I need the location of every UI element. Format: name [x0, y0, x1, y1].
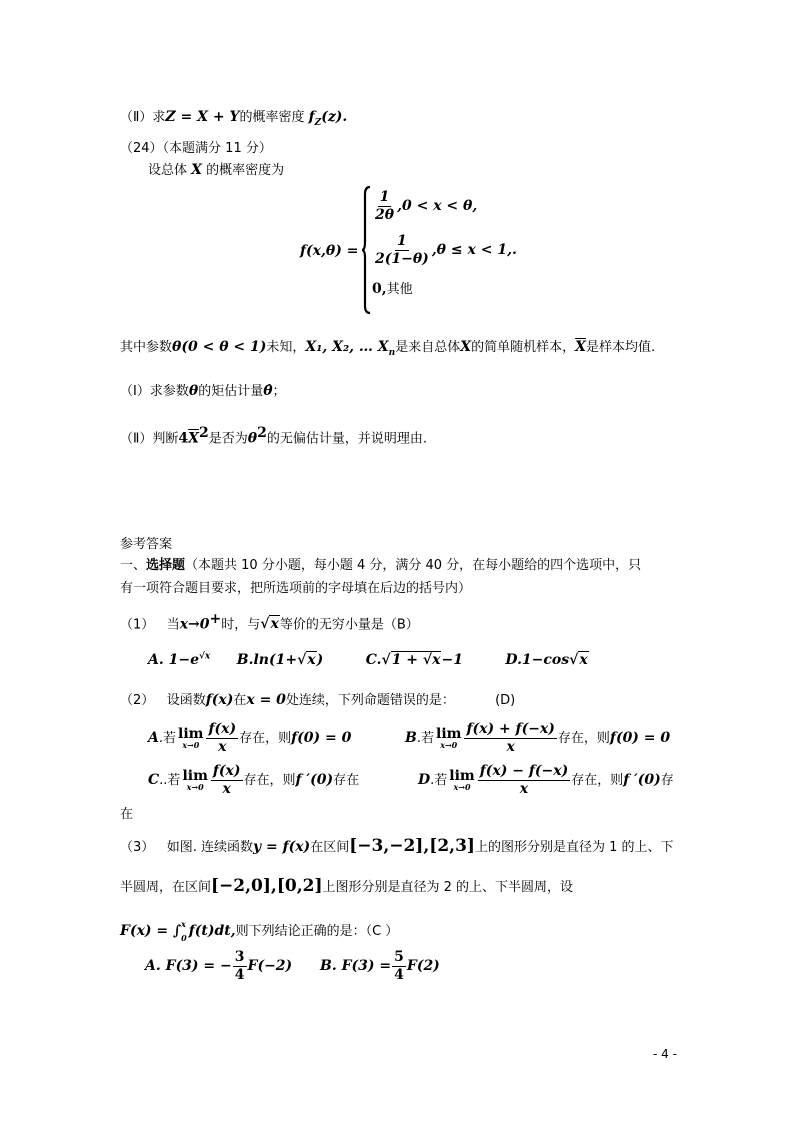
q24-header: （24）（本题满分 11 分）: [120, 141, 272, 156]
pdf-lhs: f(x,θ) =: [300, 243, 359, 259]
page-number: - 4 -: [653, 1047, 677, 1061]
answers-title: 参考答案: [120, 537, 173, 552]
pdf-case-3: 0,其他: [372, 281, 413, 297]
math-fz: $f_Z(z)$.: [308, 109, 348, 128]
q2-option-d: D . 若 lim x→0 $\frac{f(x) - f(-x)}{x}$ 存在，则 f ′(0) 存: [418, 763, 674, 797]
q24-param-line: 其中参数θ(0 < θ < 1)未知，X₁, X₂, … $X_n$是来自总体X的简单随机样本，$\overline{X}$是样本均值.: [120, 339, 656, 358]
q2-option-b: B . 若 lim x→0 $\frac{f(x) + f(-x)}{x}$ 存在，则 f(0) = 0: [405, 721, 671, 755]
q1-option-b: B.ln(1+√x): [236, 651, 324, 668]
q23-part2-line: [120, 110, 347, 128]
q24-intro: [148, 163, 284, 177]
q24-part2: （Ⅱ）判断$4\overline{X}^2$是否为$\theta^2$的无偏估计量，并说明理由.: [120, 425, 428, 447]
answer-q3-line1: （3） 如图. 连续函数y = f(x)在区间[−3,−2],[2,3]上的图形分别是直径为 1 的上、下: [120, 836, 674, 856]
section1-desc-line2: 有一项符合题目要求，把所选项前的字母填在后边的括号内）: [120, 581, 472, 596]
answer-q1-options: [148, 652, 589, 667]
q2-option-a: A . 若 lim x→0 $\frac{f(x)}{x}$ 存在，则 f(0) = 0: [148, 721, 352, 755]
section1-heading: 一、选择题（本题共 10 分小题，每小题 4 分，满分 40 分，在每小题给的四个选项中，只: [120, 558, 642, 573]
answer-q2-stem: （2） 设函数f(x)在x = 0处连续，下列命题错误的是： (D): [120, 692, 516, 708]
answer-q1-stem: （1） 当x→0+时，与√x等价的无穷小量是（B）: [120, 611, 419, 633]
pdf-case-2: $\frac{1}{2(1-\theta)}$ ,θ ≤ x < 1, .: [375, 233, 517, 267]
answer-q3-line2: 半圆周，在区间[−2,0],[0,2]上图形分别是直径为 2 的上、下半圆周，设: [120, 876, 574, 896]
q23-part2-mid: 的概率密度: [239, 110, 305, 125]
q2-option-c: C .. 若 lim x→0 $\frac{f(x)}{x}$ 存在，则 f ′(0) 存在: [148, 763, 360, 797]
math-xbar: $\overline{X}$: [575, 339, 586, 355]
q24-intro-prefix: 设总体: [148, 163, 188, 178]
math-x: X: [191, 162, 203, 178]
q3-option-a: A . F(3) = − $\frac{3}{4}$ F(−2): [145, 949, 293, 983]
left-brace: [362, 186, 372, 314]
pdf-case-1: $\frac{1}{2\theta}$ ,0 < x < θ,: [375, 189, 478, 223]
q23-part2-prefix: （Ⅱ）求: [120, 110, 166, 125]
q1-option-d: D.1−cos√x: [505, 651, 588, 668]
math-sample: X₁, X₂, … $X_n$: [305, 339, 396, 358]
q1-option-a: A. $1-e^{√x}$: [148, 651, 211, 668]
q3-option-b: B . F(3) = $\frac{5}{4}$ F(2): [320, 949, 440, 983]
q1-option-c: C.√1 + √x−1: [365, 651, 463, 668]
answer-q3-line3: F(x) = ∫ x 0 f(t)dt, 则下列结论正确的是：（C ）: [120, 919, 399, 943]
q24-part1: （Ⅰ）求参数θ的矩估计量θ̂；: [120, 383, 286, 399]
math-theta-hat: θ̂: [263, 383, 273, 399]
math-z-eq: Z = X + Y: [165, 109, 240, 125]
q24-intro-suffix: 的概率密度为: [206, 163, 285, 178]
q2-wrap: 在: [120, 807, 134, 822]
